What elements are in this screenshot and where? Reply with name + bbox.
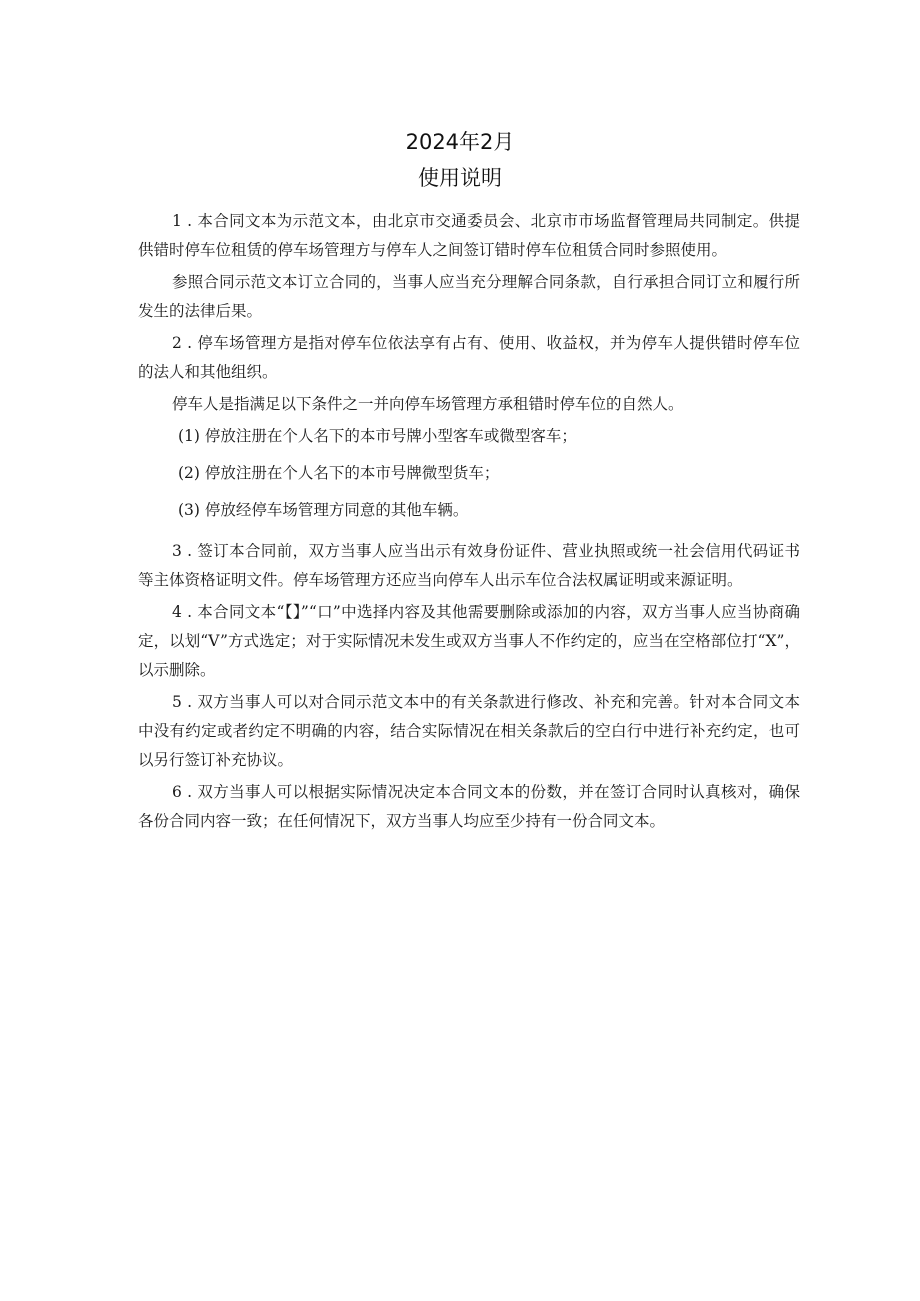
- paragraph-5: 5 . 双方当事人可以对合同示范文本中的有关条款进行修改、补充和完善。针对本合同文本中没有约定或者约定不明确的内容，结合实际情况在相关条款后的空白行中进行补充约定，也可以另行签订补充协议。: [138, 693, 800, 769]
- page-title: 使用说明: [418, 166, 502, 190]
- paragraph-2: 2 . 停车场管理方是指对停车位依法享有占有、使用、收益权，并为停车人提供错时停车位的法人和其他组织。: [138, 334, 800, 381]
- paragraph-2-note: 停车人是指满足以下条件之一并向停车场管理方承租错时停车位的自然人。: [172, 395, 684, 413]
- condition-item: (3) 停放经停车场管理方同意的其他车辆。: [178, 501, 469, 519]
- paragraph-1-note: 参照合同示范文本订立合同的，当事人应当充分理解合同条款，自行承担合同订立和履行所发生的法律后果。: [138, 273, 800, 320]
- paragraph-1: 1 . 本合同文本为示范文本，由北京市交通委员会、北京市市场监督管理局共同制定。供提供错时停车位租赁的停车场管理方与停车人之间签订错时停车位租赁合同时参照使用。: [138, 212, 800, 259]
- condition-item: (1) 停放注册在个人名下的本市号牌小型客车或微型客车；: [178, 427, 577, 445]
- document-date: 2024年2月: [405, 130, 515, 154]
- paragraph-6: 6 . 双方当事人可以根据实际情况决定本合同文本的份数，并在签订合同时认真核对，确保各份合同内容一致；在任何情况下，双方当事人均应至少持有一份合同文本。: [138, 783, 800, 830]
- condition-item: (2) 停放注册在个人名下的本市号牌微型货车；: [178, 464, 500, 482]
- document-body: [138, 207, 800, 839]
- paragraph-3: 3 . 签订本合同前，双方当事人应当出示有效身份证件、营业执照或统一社会信用代码证书等主体资格证明文件。停车场管理方还应当向停车人出示车位合法权属证明或来源证明。: [138, 542, 800, 589]
- paragraph-4: 4 . 本合同文本“【】”“口”中选择内容及其他需要删除或添加的内容，双方当事人应当协商确定，以划“V”方式选定；对于实际情况未发生或双方当事人不作约定的，应当在空格部位打“X”，以示删除。: [138, 603, 800, 679]
